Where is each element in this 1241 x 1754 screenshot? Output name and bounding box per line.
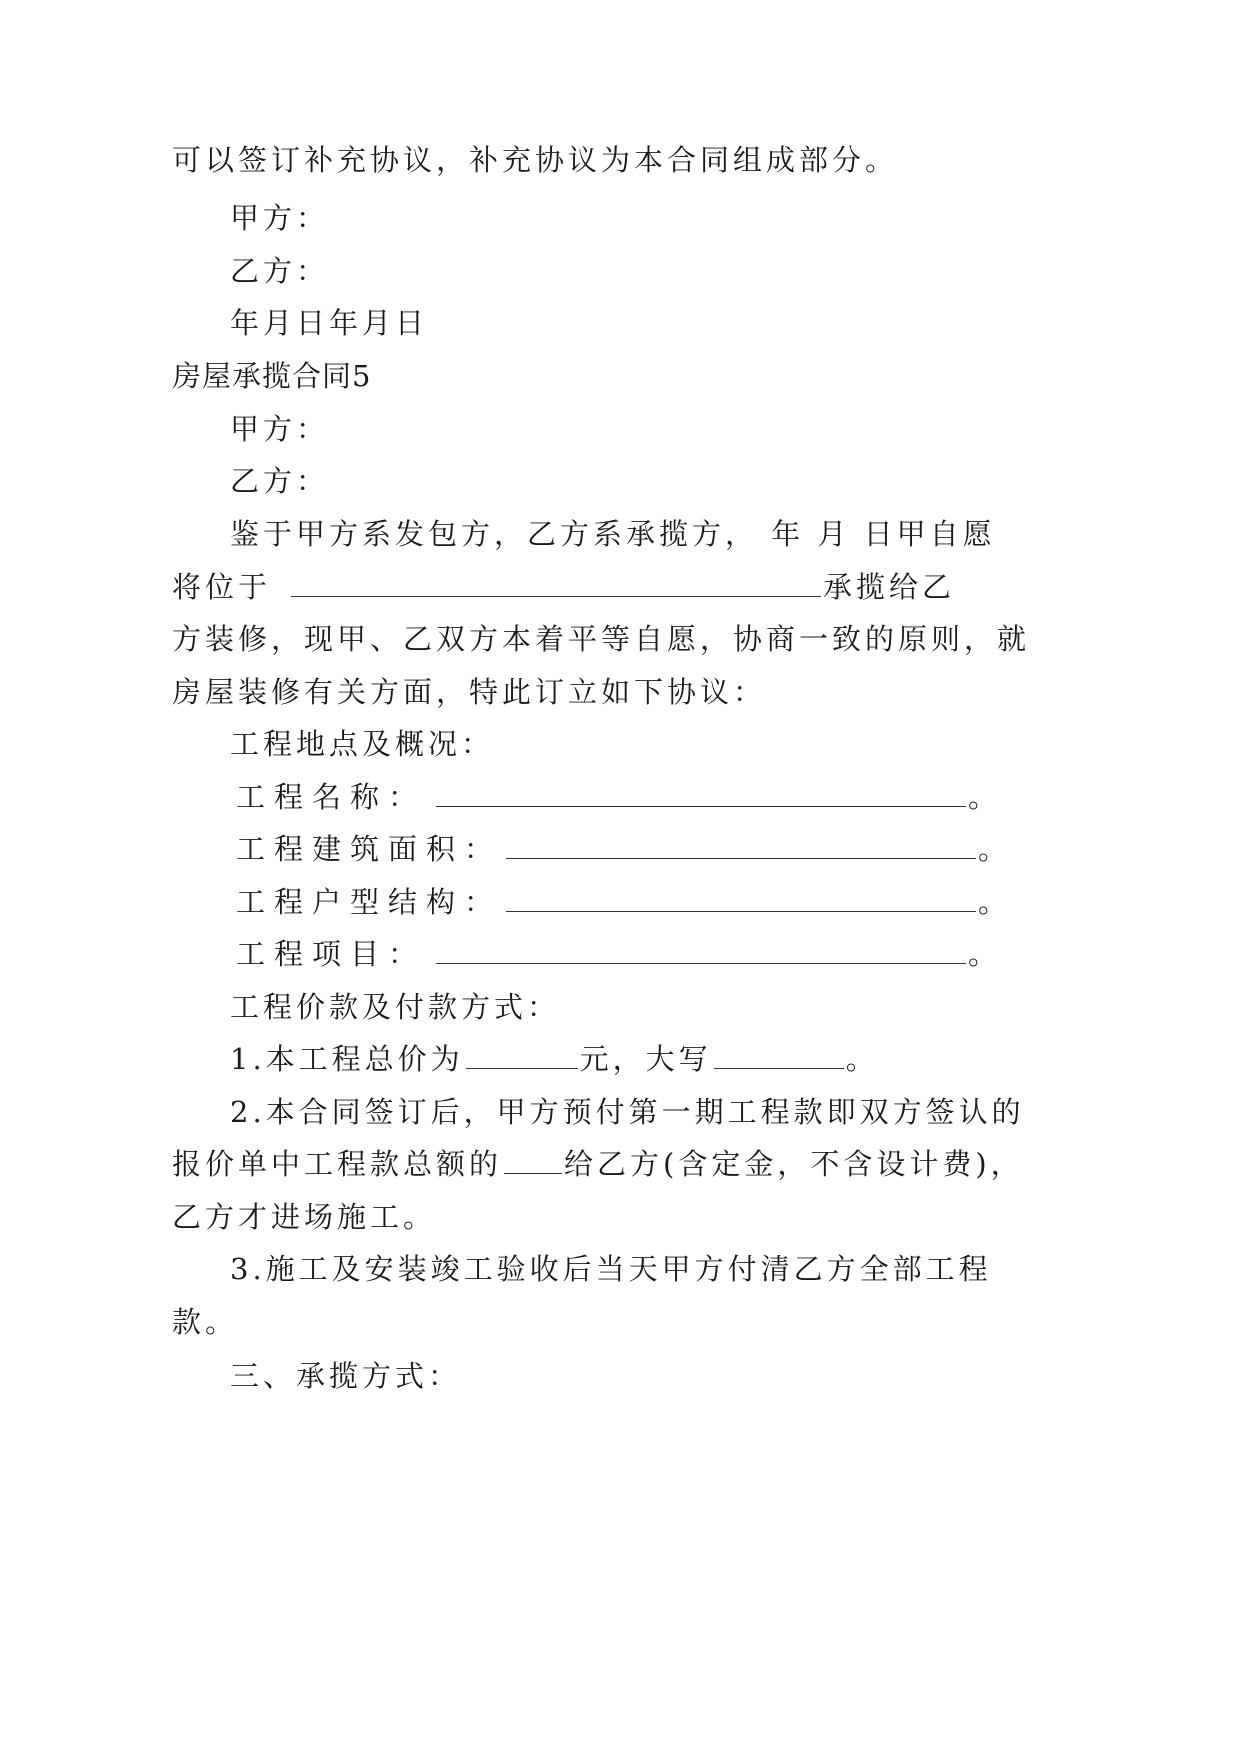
paragraph-line: 鉴于甲方系发包方，乙方系承揽方， 年 月 日甲自愿 — [230, 517, 996, 551]
clause-1: 1.本工程总价为 元，大写 。 — [230, 1042, 879, 1076]
field-building-area: 工程建筑面积： 。 — [236, 832, 1017, 866]
subsection-heading: 工程地点及概况： — [230, 727, 495, 761]
blank-line — [466, 1044, 578, 1069]
blank-line — [291, 572, 821, 597]
paragraph-line: 可以签订补充协议，补充协议为本合同组成部分。 — [172, 143, 899, 177]
field-project-items: 工程项目： 。 — [236, 937, 1007, 971]
clause-3: 3.施工及安装竣工验收后当天甲方付清乙方全部工程 — [230, 1252, 992, 1286]
section-heading: 三、承揽方式： — [230, 1359, 462, 1393]
signature-party-b: 乙方： — [230, 254, 330, 288]
blank-line — [506, 887, 976, 912]
signature-date: 年月日年月日 — [230, 306, 429, 340]
subsection-heading: 工程价款及付款方式： — [230, 990, 561, 1024]
paragraph-line: 方装修，现甲、乙双方本着平等自愿，协商一致的原则，就 — [172, 622, 1031, 656]
section-title: 房屋承揽合同5 — [172, 359, 372, 393]
blank-line — [504, 1149, 562, 1174]
clause-2-cont: 乙方才进场施工。 — [172, 1200, 437, 1234]
signature-party-a: 甲方： — [230, 201, 330, 235]
blank-line — [436, 939, 966, 964]
party-b-label: 乙方： — [230, 464, 330, 498]
paragraph-line: 房屋装修有关方面，特此订立如下协议： — [172, 675, 767, 709]
paragraph-line: 将位于 承揽给乙 — [172, 570, 956, 604]
clause-2: 2.本合同签订后，甲方预付第一期工程款即双方签认的 — [230, 1095, 1025, 1129]
clause-2-cont: 报价单中工程款总额的 给乙方(含定金，不含设计费)， — [172, 1147, 1024, 1181]
blank-line — [714, 1044, 844, 1069]
blank-line — [506, 834, 976, 859]
party-a-label: 甲方： — [230, 412, 330, 446]
field-unit-structure: 工程户型结构： 。 — [236, 885, 1017, 919]
blank-line — [436, 782, 966, 807]
clause-3-cont: 款。 — [172, 1305, 239, 1339]
field-project-name: 工程名称： 。 — [236, 780, 1007, 814]
